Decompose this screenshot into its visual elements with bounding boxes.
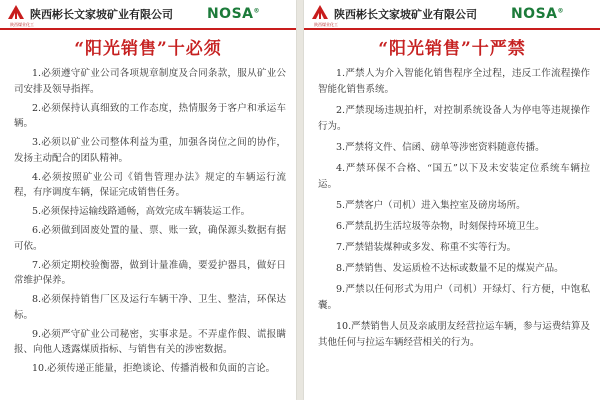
right-header (304, 0, 600, 28)
rule-item: 8.严禁销售、发运质检不达标或数量不足的煤炭产品。 (336, 263, 564, 274)
header-divider (304, 28, 600, 30)
rule-item: 3.严禁将文件、信函、磅单等涉密资料随意传播。 (336, 142, 545, 153)
header-divider (0, 28, 296, 30)
rule-item: 1.必须遵守矿业公司各项规章制度及合同条款，服从矿业公司安排及领导指挥。 (14, 68, 286, 95)
nosa-mark: NOSA® (510, 6, 564, 22)
rule-item: 9.严禁以任何形式为用户（司机）开绿灯、行方便，中饱私囊。 (318, 284, 590, 311)
rule-item: 4.必须按照矿业公司《销售管理办法》规定的车辆运行流程，有序调度车辆，保证完成销售任务。 (14, 171, 286, 198)
left-poster (0, 0, 296, 400)
rule-item: 7.必须定期校验衡器，做到计量准确，要爱护器具，做好日常维护保养。 (14, 259, 286, 286)
rule-item: 7.严禁错装煤种或多发、称重不实等行为。 (336, 242, 517, 253)
rule-item: 6.严禁乱扔生活垃圾等杂物，时刻保持环境卫生。 (336, 221, 545, 232)
left-title: “阳光销售”十必须 (74, 39, 222, 59)
right-title: “阳光销售”十严禁 (378, 39, 526, 59)
rule-item: 5.必须保持运输线路通畅，高效完成车辆装运工作。 (32, 206, 251, 217)
rule-item: 9.必须严守矿业公司秘密，实事求是。不弄虚作假、谎报瞒报、向他人透露煤质指标、与销售有关的涉密数据。 (14, 328, 286, 355)
logo-caption: 陕西煤业化工 (10, 22, 34, 27)
rule-item: 6.必须做到固废处置的量、票、账一致，确保源头数据有据可依。 (14, 225, 286, 252)
company-logo-icon (310, 3, 338, 27)
company-logo-icon (6, 3, 34, 27)
rule-item: 1.严禁人为介入智能化销售程序全过程，违反工作流程操作智能化销售系统。 (318, 68, 590, 95)
left-rules-list (14, 66, 286, 380)
rule-item: 2.严禁现场违规拍杆，对控制系统设备人为停电等违规操作行为。 (318, 105, 590, 132)
right-poster (304, 0, 600, 400)
rule-item: 5.严禁客户（司机）进入集控室及磅房场所。 (336, 200, 526, 211)
company-name: 陕西彬长文家坡矿业有限公司 (334, 8, 477, 21)
rule-item: 3.必须以矿业公司整体利益为重，加强各岗位之间的协作，发扬主动配合的团队精神。 (14, 137, 286, 164)
logo-caption: 陕西煤业化工 (314, 22, 338, 27)
right-rules-list (318, 66, 590, 356)
rule-item: 2.必须保持认真细致的工作态度，热情服务于客户和承运车辆。 (14, 102, 286, 129)
rule-item: 10.必须传递正能量，拒绝谈论、传播消极和负面的言论。 (32, 363, 276, 374)
rule-item: 4.严禁环保不合格、“国五”以下及未安装定位系统车辆拉运。 (318, 163, 590, 190)
rule-item: 10.严禁销售人员及亲戚朋友经营拉运车辆，参与运费结算及其他任何与拉运车辆经营相关的行为。 (318, 321, 590, 348)
nosa-mark: NOSA® (206, 6, 260, 22)
left-header (0, 0, 296, 28)
rule-item: 8.必须保持销售厂区及运行车辆干净、卫生、整洁，环保达标。 (14, 294, 286, 321)
company-name: 陕西彬长文家坡矿业有限公司 (30, 8, 173, 21)
